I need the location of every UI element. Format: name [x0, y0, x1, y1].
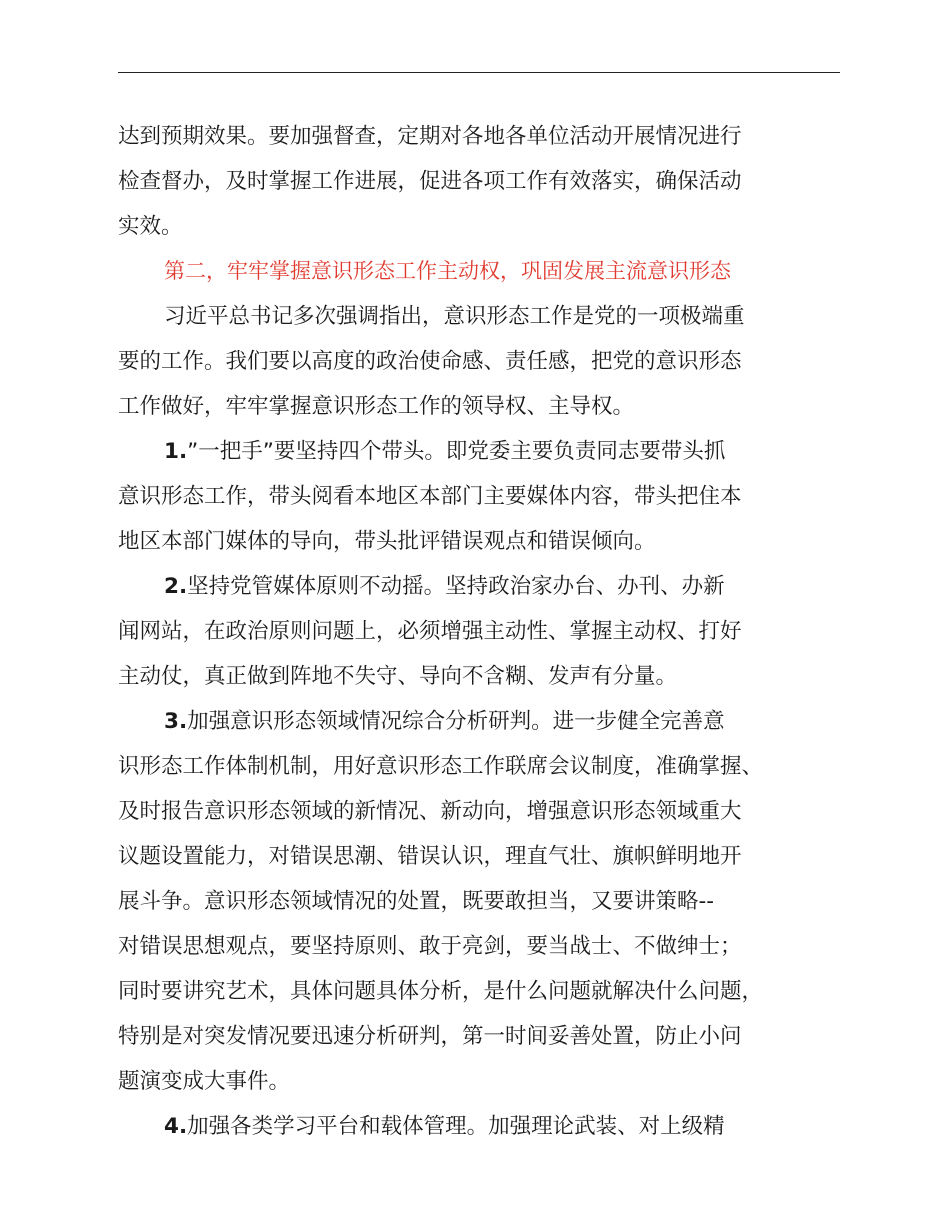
text-line: 工作做好，牢牢掌握意识形态工作的领导权、主导权。: [118, 394, 635, 419]
text-line: 特别是对突发情况要迅速分析研判，第一时间妥善处置，防止小问: [118, 1024, 742, 1049]
text-line: 检查督办，及时掌握工作进展，促进各项工作有效落实，确保活动: [118, 169, 742, 194]
text-line: 地区本部门媒体的导向，带头批评错误观点和错误倾向。: [118, 529, 656, 554]
list-item-4: [118, 1104, 863, 1149]
text-line: 同时要讲究艺术，具体问题具体分析，是什么问题就解决什么问题，: [118, 979, 764, 1004]
text-line: 主动仗，真正做到阵地不失守、导向不含糊、发声有分量。: [118, 664, 678, 689]
item-number: 4.: [164, 1114, 188, 1139]
text-line: 及时报告意识形态领域的新情况、新动向，增强意识形态领域重大: [118, 799, 742, 824]
text-line: 实效。: [118, 214, 183, 239]
text-line: 议题设置能力，对错误思潮、错误认识，理直气壮、旗帜鲜明地开: [118, 844, 742, 869]
text-line: 识形态工作体制机制，用好意识形态工作联席会议制度，准确掌握、: [118, 754, 764, 779]
text-line: 加强各类学习平台和载体管理。加强理论武装、对上级精: [187, 1114, 725, 1139]
text-line: 加强意识形态领域情况综合分析研判。进一步健全完善意: [187, 709, 725, 734]
list-item-3: [118, 699, 863, 744]
text-line: 坚持党管媒体原则不动摇。坚持政治家办台、办刊、办新: [187, 574, 725, 599]
text-line: 闻网站，在政治原则问题上，必须增强主动性、掌握主动权、打好: [118, 619, 742, 644]
list-item-1: [118, 429, 863, 474]
text-line: 习近平总书记多次强调指出，意识形态工作是党的一项极端重: [164, 304, 745, 329]
text-line: 要的工作。我们要以高度的政治使命感、责任感，把党的意识形态: [118, 349, 742, 374]
list-item-2: [118, 564, 863, 609]
text-line: 题演变成大事件。: [118, 1069, 291, 1094]
text-line: 达到预期效果。要加强督查，定期对各地各单位活动开展情况进行: [118, 124, 742, 149]
text-line: 对错误思想观点，要坚持原则、敢于亮剑，要当战士、不做绅士；: [118, 934, 742, 959]
item-number: 2.: [164, 574, 188, 599]
item-number: 1.: [164, 439, 188, 464]
text-line: 意识形态工作，带头阅看本地区本部门主要媒体内容，带头把住本: [118, 484, 742, 509]
document-body: [118, 114, 863, 1149]
section-heading: 第二，牢牢掌握意识形态工作主动权，巩固发展主流意识形态: [164, 259, 731, 283]
header-rule: [118, 72, 840, 73]
text-line: 展斗争。意识形态领域情况的处置，既要敢担当，又要讲策略--: [118, 889, 715, 914]
text-line: ”一把手”要坚持四个带头。即党委主要负责同志要带头抓: [187, 439, 726, 464]
item-number: 3.: [164, 709, 188, 734]
